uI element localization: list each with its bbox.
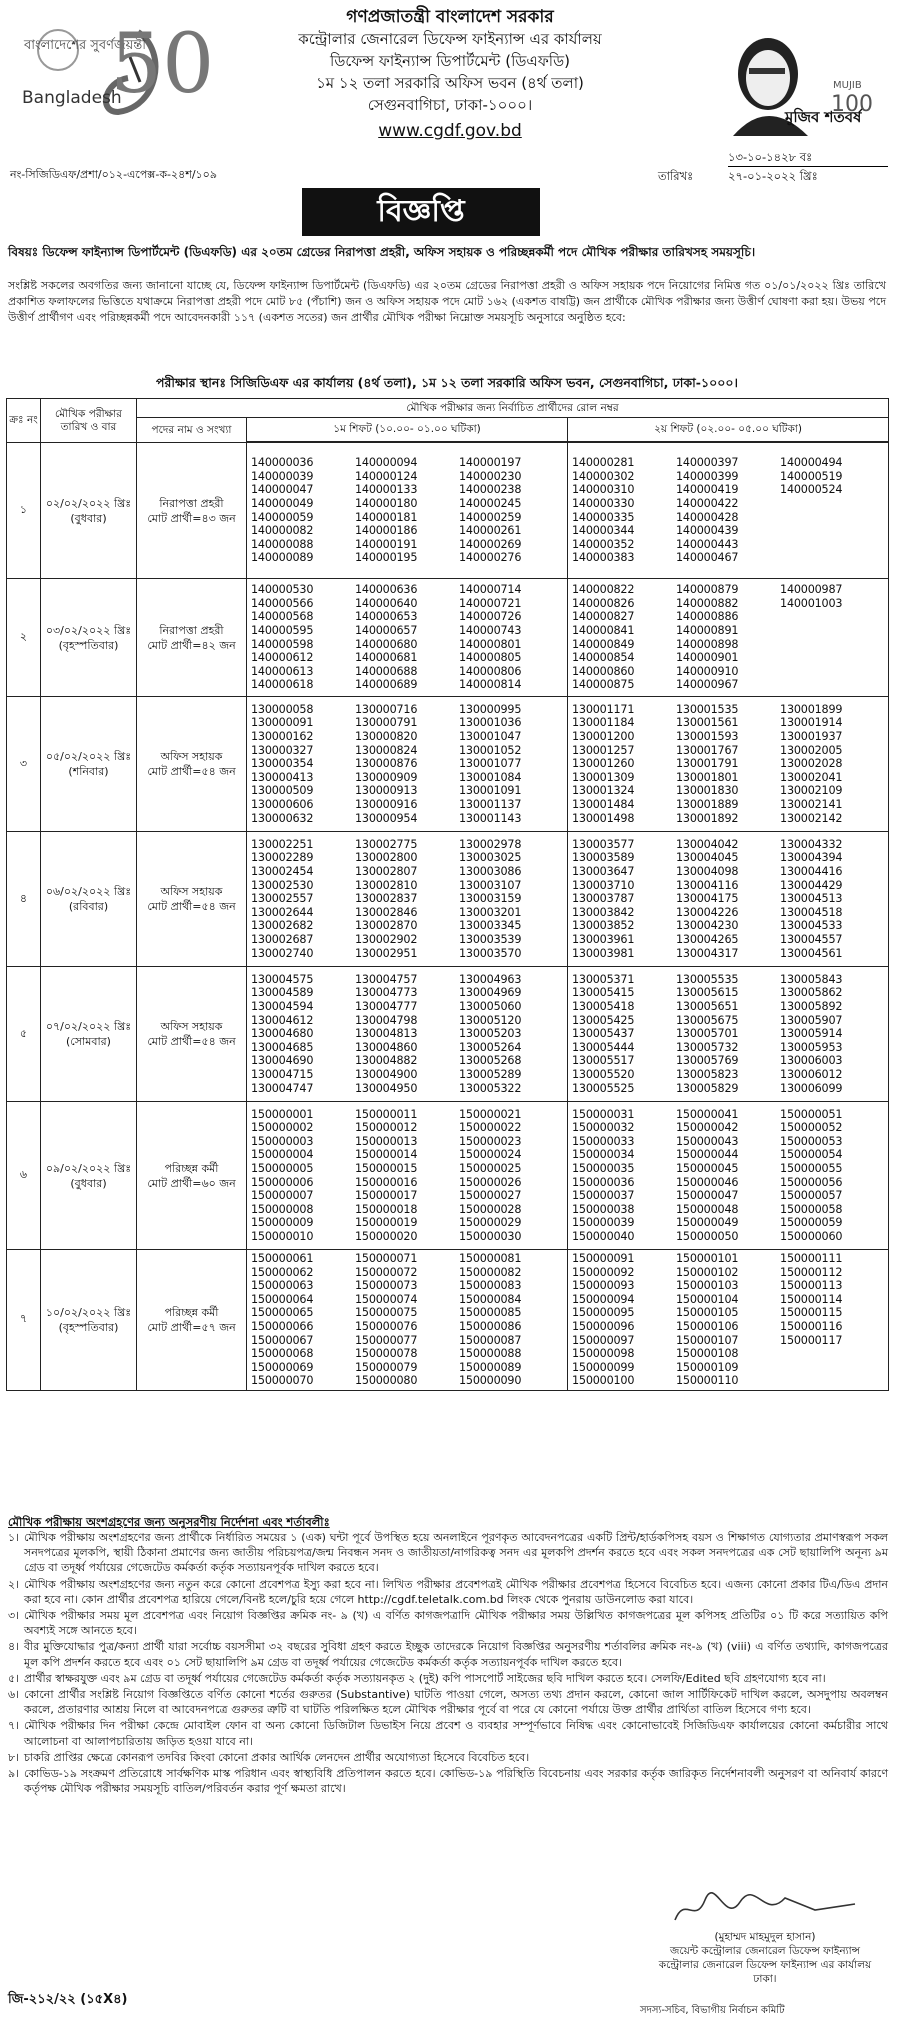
- row-date: ০৯/০২/২০২২ খ্রিঃ: [45, 1161, 132, 1175]
- print-code: জি-২১২/২২ (১৫X৪): [8, 1992, 128, 2007]
- roll-column: 130005371 130005415 130005418 130005425 130005437 130005444 130005517 130005520 130005525: [572, 972, 635, 1095]
- memo-number: নং-সিজিডিএফ/প্রশা/০১২-এপেক্স-ক-২৪শ/১০৯: [10, 168, 217, 181]
- roll-column: 140000714 140000721 140000726 140000743 140000801 140000805 140000806 140000814: [459, 583, 522, 692]
- roll-column: 130000058 130000091 130000162 130000327 130000354 130000413 130000509 130000606 130000632: [251, 702, 314, 825]
- roll-column: 130003577 130003589 130003647 130003710 130003787 130003842 130003852 130003961 130003981: [572, 837, 635, 960]
- instruction-number: ৩।: [8, 1609, 20, 1623]
- roll-column: 150000001 150000002 150000003 150000004 150000005 150000006 150000007 150000008 150000009 150000010: [251, 1107, 314, 1243]
- serial-cell: [7, 967, 41, 1102]
- mujib-label: মুজিব শতবর্ষ: [785, 108, 862, 126]
- row-count: মোট প্রার্থী=৫৪ জন: [147, 765, 236, 778]
- row-post: অফিস সহায়ক: [160, 1020, 223, 1033]
- row-count: মোট প্রার্থী=৫৭ জন: [147, 1320, 236, 1334]
- instruction-number: ৬।: [8, 1688, 20, 1702]
- serial-cell: [7, 697, 41, 832]
- row-post: অফিস সহায়ক: [160, 750, 223, 763]
- instruction-item: [8, 1750, 888, 1765]
- row-day: (রবিবার): [68, 900, 109, 913]
- signatory-designation: জয়েন্ট কন্ট্রোলার জেনারেল ডিফেন্স ফাইন্যান্স: [670, 1945, 860, 1957]
- roll-column: 130002978 130003025 130003086 130003107 130003159 130003201 130003345 130003539 130003570: [459, 837, 522, 960]
- instruction-item: [8, 1577, 888, 1607]
- department-name: ডিফেন্স ফাইন্যান্স ডিপার্টমেন্ট (ডিএফডি): [330, 52, 570, 70]
- instruction-item: [8, 1608, 888, 1638]
- instructions-list: [8, 1530, 888, 1797]
- date-cell: [41, 579, 137, 697]
- committee-role: সদস্য-সচিব, বিভাগীয় নির্বাচন কমিটি: [640, 2005, 785, 2016]
- instruction-item: [8, 1639, 888, 1669]
- roll-column: 140000197 140000230 140000238 140000245 140000259 140000261 140000269 140000276: [459, 456, 522, 565]
- notice-intro: সংশ্লিষ্ট সকলের অবগতির জন্য জানানো যাচ্ছে যে, ডিফেন্স ফাইন্যান্স ডিপার্টমেন্ট (ডিএফডি) এর ২০তম গ্রেডের নিরাপত্তা প্রহরী ও অফিস সহায়ক পদে নিয়োগের নিমিত্ত গত ০১/০১/২০২২ খ্রিঃ তারিখে প্রকাশিত ফলাফলের ভিত্তিতে যথাক্রমে নিরাপত্তা প্রহরী পদে মোট ৮৫ (পঁচাশি) জন ও অফিস সহায়ক পদে মোট ১৬২ (একশত বাষট্টি) জন প্রার্থীকে মৌখিক পরীক্ষার জন্য উত্তীর্ণ ঘোষণা করা হয়। উভয় পদে উত্তীর্ণ প্রার্থীগণ এবং পরিচ্ছন্নকর্মী পদে আবেদনকারী ১১৭ (একশত সতের) জন প্রার্থীর মৌখিক পরীক্ষা নিম্নোক্ত সময়সূচি অনুসারে অনুষ্ঠিত হবে:: [8, 279, 886, 324]
- office-address-block: [200, 6, 700, 142]
- row-post: পরিচ্ছন্ন কর্মী: [164, 1305, 219, 1319]
- schedule-row: [7, 832, 889, 967]
- row-serial: ৫: [19, 1026, 28, 1040]
- row-count: মোট প্রার্থী=৪২ জন: [147, 638, 236, 652]
- post-cell: [137, 443, 247, 579]
- date-gregorian: ২৭-০১-২০২২ খ্রিঃ: [728, 166, 888, 185]
- shift2-rolls: [568, 443, 889, 579]
- shift2-rolls: [568, 697, 889, 832]
- instruction-item: [8, 1766, 888, 1796]
- roll-column: 150000031 150000032 150000033 150000034 150000035 150000036 150000037 150000038 150000039 150000040: [572, 1107, 635, 1243]
- date-cell: [41, 1102, 137, 1250]
- roll-column: 150000101 150000102 150000103 150000104 150000105 150000106 150000107 150000108 150000109 150000110: [676, 1252, 739, 1388]
- date-bengali: ১৩-১০-১৪২৮ বঃ: [728, 150, 813, 164]
- roll-column: 130004757 130004773 130004777 130004798 130004813 130004860 130004882 130004900 130004950: [355, 972, 418, 1095]
- shift2-rolls: [568, 579, 889, 697]
- instruction-number: ৮।: [8, 1750, 20, 1764]
- row-day: (বৃহস্পতিবার): [58, 1320, 119, 1334]
- instruction-text: প্রার্থীর স্বাক্ষরযুক্ত এবং ৯ম গ্রেড বা তদূর্ধ্ব পর্যায়ের গেজেটেড কর্মকর্তা কর্তৃক সত্যায়নকৃত ২ (দুই) কপি পাসপোর্ট সাইজের ছবি দাখিল করতে হবে। সেলফি/Edited ছবি গ্রহণযোগ্য হবে না।: [24, 1671, 826, 1685]
- roll-column: 130005535 130005615 130005651 130005675 130005701 130005732 130005769 130005823 130005829: [676, 972, 739, 1095]
- serial-cell: [7, 1250, 41, 1391]
- col-serial: ক্রঃ নং: [7, 399, 41, 443]
- instruction-item: [8, 1671, 888, 1686]
- roll-column: 150000091 150000092 150000093 150000094 150000095 150000096 150000097 150000098 150000099 150000100: [572, 1252, 635, 1388]
- instruction-item: [8, 1687, 888, 1717]
- row-day: (শনিবার): [68, 765, 109, 778]
- serial-cell: [7, 443, 41, 579]
- row-post: অফিস সহায়ক: [160, 885, 223, 898]
- row-serial: ২: [19, 630, 28, 643]
- serial-cell: [7, 832, 41, 967]
- schedule-table: [6, 398, 889, 1391]
- mujib-latin: MUJIB: [833, 80, 862, 91]
- serial-cell: [7, 579, 41, 697]
- roll-column: 130001171 130001184 130001200 130001257 130001260 130001309 130001324 130001484 130001498: [572, 702, 635, 825]
- date-cell: [41, 443, 137, 579]
- shift2-rolls: [568, 967, 889, 1102]
- shift1-rolls: [247, 697, 568, 832]
- exam-venue: পরীক্ষার স্থানঃ সিজিডিএফ এর কার্যালয় (৪র্থ তলা), ১ম ১২ তলা সরকারি অফিস ভবন, সেগুনবাগিচা, ঢাকা-১০০০।: [156, 375, 738, 390]
- handwritten-signature-icon: [665, 1890, 865, 1930]
- roll-column: 130005843 130005862 130005892 130005907 130005914 130005953 130006003 130006012 130006099: [780, 972, 843, 1095]
- row-count: মোট প্রার্থী=৫৪ জন: [147, 900, 236, 913]
- signature-scribble: [640, 1890, 890, 1930]
- row-date: ০২/০২/২০২২ খ্রিঃ: [45, 496, 132, 510]
- signature-block: [640, 1890, 890, 1986]
- shift1-rolls: [247, 832, 568, 967]
- row-day: (বৃহস্পতিবার): [58, 638, 119, 652]
- roll-column: 130002251 130002289 130002454 130002530 130002557 130002644 130002682 130002687 130002740: [251, 837, 314, 960]
- post-cell: [137, 967, 247, 1102]
- row-serial: ১: [19, 503, 28, 516]
- instruction-text: মৌখিক পরীক্ষায় অংশগ্রহণের জন্য নতুন করে কোনো প্রবেশপত্র ইস্যু করা হবে না। লিখিত পরীক্ষার প্রবেশপত্রই মৌখিক পরীক্ষার প্রবেশপত্র হিসেবে বিবেচিত হবে। এজন্য কোনো প্রকার টিএ/ডিএ প্রদান করা হবে না। কোন প্রার্থীর প্রবেশপত্র হারিয়ে গেলে/বিনষ্ট হলে/চুরি হয়ে গেলে http://cgdf.teletalk.com.bd লিংক থেকে পুনরায় ডাউনলোড করা যাবে।: [24, 1577, 888, 1606]
- row-serial: ৩: [19, 756, 28, 770]
- date-cell: [41, 697, 137, 832]
- schedule-body: [7, 443, 889, 1391]
- row-date: ০৫/০২/২০২২ খ্রিঃ: [45, 750, 132, 763]
- row-count: মোট প্রার্থী=৬০ জন: [147, 1176, 236, 1190]
- row-serial: ৬: [19, 1168, 28, 1181]
- serial-cell: [7, 1102, 41, 1250]
- roll-column: 150000111 150000112 150000113 150000114 150000115 150000116 150000117: [780, 1252, 843, 1347]
- roll-column: 130004575 130004589 130004594 130004612 130004680 130004685 130004690 130004715 130004747: [251, 972, 314, 1095]
- roll-column: 140000530 140000566 140000568 140000595 140000598 140000612 140000613 140000618: [251, 583, 314, 692]
- roll-column: 130001535 130001561 130001593 130001767 130001791 130001801 130001830 130001889 130001892: [676, 702, 739, 825]
- schedule-row: [7, 697, 889, 832]
- date-label: তারিখঃ: [658, 169, 694, 183]
- roll-column: 150000071 150000072 150000073 150000074 150000075 150000076 150000077 150000078 150000079 150000080: [355, 1252, 418, 1388]
- post-cell: [137, 1102, 247, 1250]
- instruction-text: মৌখিক পরীক্ষার দিন পরীক্ষা কেন্দ্রে মোবাইল ফোন বা অন্য কোনো ডিজিটাল ডিভাইস নিয়ে প্রবেশ ও ব্যবহার সম্পূর্ণভাবে নিষিদ্ধ এবং কোনোভাবেই সিজিডিএফ কার্যালয়ের কোনো কর্মচারীর সাথে আলোচনা বা আলাপচারিতায় জড়িত হওয়া যাবে না।: [24, 1719, 888, 1748]
- shift2-rolls: [568, 1250, 889, 1391]
- roll-column: 130004332 130004394 130004416 130004429 130004513 130004518 130004533 130004557 130004561: [780, 837, 843, 960]
- shift2-rolls: [568, 1102, 889, 1250]
- col-date: মৌখিক পরীক্ষার তারিখ ও বার: [41, 399, 137, 443]
- row-day: (সোমবার): [66, 1035, 111, 1048]
- instruction-text: বীর মুক্তিযোদ্ধার পুত্র/কন্যা প্রার্থী যারা সর্বোচ্চ বয়সসীমা ৩২ বছরের সুবিধা গ্রহণ করতে ইচ্ছুক তাদেরকে নিয়োগ বিজ্ঞপ্তির অনুসরণীয় শর্তাবলির ক্রমিক নং-৯ (খ) (viii) এ বর্ণিত তথ্যাদি, কাগজপত্রের মূল কপি প্রদর্শন করতে হবে এবং ০১ সেট ছায়ালিপি ৯ম গ্রেড বা তদূর্ধ্ব পর্যায়ের গেজেটেড কর্মকর্তা কর্তৃক সত্যায়নপূর্বক দাখিল করতে হবে।: [24, 1640, 888, 1669]
- roll-column: 140000822 140000826 140000827 140000841 140000849 140000854 140000860 140000875: [572, 583, 635, 692]
- schedule-row: [7, 443, 889, 579]
- shift2-rolls: [568, 832, 889, 967]
- issue-date: [658, 148, 888, 185]
- col-shift2: ২য় শিফট (০২.০০- ০৫.০০ ঘটিকা): [568, 418, 889, 442]
- col-post: পদের নাম ও সংখ্যা: [137, 418, 247, 443]
- instruction-text: মৌখিক পরীক্ষায় অংশগ্রহণের জন্য প্রার্থীকে নির্ধারিত সময়ের ১ (এক) ঘন্টা পূর্বে উপস্থিত হয়ে অনলাইনে পূরণকৃত আবেদনপত্রের একটি প্রিন্ট/হার্ডকপিসহ বয়স ও শিক্ষাগত যোগ্যতার প্রমাণস্বরূপ সকল সনদপত্রের মূলকপি, স্থায়ী ঠিকানা প্রমাণের জন্য জাতীয় পরিচয়পত্র/জন্ম নিবন্ধন সনদ ও জাতীয়তা/নাগরিকত্ব সনদ এর মূলকপি প্রদর্শন করতে হবে এবং সকল সনদপত্রের এক সেট ছায়ালিপি অনূন্য ৯ম গ্রেড বা তদূর্ধ্ব পর্যায়ের গেজেটেড কর্মকর্তা কর্তৃক সত্যায়নপূর্বক দাখিল করতে হবে।: [24, 1531, 888, 1575]
- schedule-row: [7, 579, 889, 697]
- schedule-row: [7, 967, 889, 1102]
- roll-column: 140000397 140000399 140000419 140000422 140000428 140000439 140000443 140000467: [676, 456, 739, 565]
- instruction-number: ২।: [8, 1577, 20, 1591]
- row-serial: ৭: [19, 1312, 28, 1326]
- website-link[interactable]: www.cgdf.gov.bd: [378, 121, 522, 141]
- date-cell: [41, 1250, 137, 1391]
- shift1-rolls: [247, 1102, 568, 1250]
- roll-column: 140000281 140000302 140000310 140000330 140000335 140000344 140000352 140000383: [572, 456, 635, 565]
- roll-column: 140000494 140000519 140000524: [780, 456, 843, 497]
- row-date: ০৬/০২/২০২২ খ্রিঃ: [45, 885, 132, 898]
- office-name: কন্ট্রোলার জেনারেল ডিফেন্স ফাইন্যান্স এর কার্যালয়: [298, 30, 602, 48]
- instruction-number: ১।: [8, 1531, 20, 1544]
- jubilee-caption: বাংলাদেশের সুবর্ণজয়ন্তী: [24, 38, 146, 53]
- row-date: ১০/০২/২০২২ খ্রিঃ: [45, 1305, 132, 1319]
- row-day: (বুধবার): [70, 1176, 107, 1190]
- shift1-rolls: [247, 967, 568, 1102]
- roll-column: 140000879 140000882 140000886 140000891 140000898 140000901 140000910 140000967: [676, 583, 739, 692]
- mujib-centenary-logo: [713, 26, 878, 136]
- signatory-name: (মুহাম্মদ মাহমুদুল হাসান): [714, 1931, 816, 1943]
- row-count: মোট প্রার্থী=৪৩ জন: [147, 511, 236, 525]
- instruction-text: মৌখিক পরীক্ষার সময় মূল প্রবেশপত্র এবং নিয়োগ বিজ্ঞপ্তির ক্রমিক নং- ৯ (খ) এ বর্ণিত কাগজপত্রাদি মৌখিক পরীক্ষার সময় উল্লিখিত কাগজপত্রের মূল কপিসহ প্রতিটির ০১ টি করে সত্যায়িত কপি অবশ্যই সঙ্গে আনতে হবে।: [24, 1609, 888, 1638]
- instruction-text: কোভিড-১৯ সংক্রমণ প্রতিরোধে সার্বক্ষণিক মাস্ক পরিধান এবং স্বাস্থ্যবিধি প্রতিপালন করতে হবে। কোভিড-১৯ পরিস্থিতি বিবেচনায় এবং সরকার কর্তৃক জারিকৃত নির্দেশনাবলী অনুসরণ বা অনিবার্য কারণে কর্তৃপক্ষ মৌখিক পরীক্ষার সময়সূচি বাতিল/পরিবর্তন করার পূর্ণ ক্ষমতা রাখে।: [24, 1767, 888, 1796]
- col-rolls: মৌখিক পরীক্ষার জন্য নির্বাচিত প্রার্থীদের রোল নম্বর: [137, 399, 889, 418]
- row-day: (বুধবার): [70, 511, 107, 525]
- post-cell: [137, 697, 247, 832]
- roll-column: 130001899 130001914 130001937 130002005 130002028 130002041 130002109 130002141 130002142: [780, 702, 843, 825]
- instruction-item: [8, 1718, 888, 1748]
- roll-column: 150000051 150000052 150000053 150000054 150000055 150000056 150000057 150000058 150000059 150000060: [780, 1107, 843, 1243]
- roll-column: 130002775 130002800 130002807 130002810 130002837 130002846 130002870 130002902 130002951: [355, 837, 418, 960]
- gov-name: গণপ্রজাতন্ত্রী বাংলাদেশ সরকার: [346, 7, 554, 27]
- date-cell: [41, 832, 137, 967]
- jubilee-number: 50: [110, 17, 215, 112]
- shift1-rolls: [247, 1250, 568, 1391]
- row-date: ০৩/০২/২০২২ খ্রিঃ: [45, 623, 132, 637]
- col-shift1: ১ম শিফট (১০.০০- ০১.০০ ঘটিকা): [247, 418, 568, 442]
- instruction-text: চাকরি প্রাপ্তির ক্ষেত্রে কোনরূপ তদবির কিংবা কোনো প্রকার আর্থিক লেনদেন প্রার্থীর অযোগ্যতা হিসেবে বিবেচিত হবে।: [24, 1750, 530, 1764]
- row-post: পরিচ্ছন্ন কর্মী: [164, 1161, 219, 1175]
- row-post: নিরাপত্তা প্রহরী: [159, 496, 224, 510]
- signatory-office: কন্ট্রোলার জেনারেল ডিফেন্স ফাইন্যান্স এর কার্যালয়: [658, 1959, 872, 1971]
- instruction-number: ৪।: [8, 1640, 20, 1654]
- instruction-number: ৭।: [8, 1719, 20, 1733]
- golden-jubilee-logo: [18, 12, 215, 122]
- instruction-text: কোনো প্রার্থীর সংশ্লিষ্ট নিয়োগ বিজ্ঞপ্তিতে বর্ণিত কোনো শর্তের গুরুতর (Substantive) ঘাটতি পাওয়া গেলে, অসত্য তথ্য প্রদান করলে, কোনো জাল সার্টিফিকেট দাখিল করলে, অসদুপায় অবলম্বন করলে, প্রতারণার আশ্রয় নিলে বা আবেদনপত্রে গুরুতর ত্রুটি বা ঘাটতি পরিলক্ষিত হলে মৌখিক পরীক্ষার পূর্বে বা পরে যে কোনো পর্যায়ে উক্ত প্রার্থীর প্রার্থিতা বাতিল হিসেবে গণ্য হবে।: [24, 1688, 888, 1717]
- post-cell: [137, 832, 247, 967]
- building-name: ১ম ১২ তলা সরকারি অফিস ভবন (৪র্থ তলা): [316, 74, 584, 92]
- roll-column: 150000011 150000012 150000013 150000014 150000015 150000016 150000017 150000018 150000019 150000020: [355, 1107, 418, 1243]
- row-date: ০৭/০২/২০২২ খ্রিঃ: [45, 1020, 132, 1033]
- jubilee-country: Bangladesh: [22, 88, 122, 108]
- roll-column: 150000081 150000082 150000083 150000084 150000085 150000086 150000087 150000088 150000089 150000090: [459, 1252, 522, 1388]
- shift1-rolls: [247, 579, 568, 697]
- city-address: সেগুনবাগিচা, ঢাকা-১০০০।: [367, 96, 533, 114]
- roll-column: 140000987 140001003: [780, 583, 843, 610]
- roll-column: 150000021 150000022 150000023 150000024 150000025 150000026 150000027 150000028 150000029 150000030: [459, 1107, 522, 1243]
- instruction-item: [8, 1530, 888, 1576]
- row-post: নিরাপত্তা প্রহরী: [159, 623, 224, 637]
- post-cell: [137, 579, 247, 697]
- roll-column: 150000061 150000062 150000063 150000064 150000065 150000066 150000067 150000068 150000069 150000070: [251, 1252, 314, 1388]
- row-serial: ৪: [19, 891, 28, 905]
- roll-column: 150000041 150000042 150000043 150000044 150000045 150000046 150000047 150000048 150000049 150000050: [676, 1107, 739, 1243]
- signatory-city: ঢাকা।: [753, 1973, 777, 1985]
- shift1-rolls: [247, 443, 568, 579]
- instruction-number: ৫।: [8, 1671, 20, 1685]
- roll-column: 140000636 140000640 140000653 140000657 140000680 140000681 140000688 140000689: [355, 583, 418, 692]
- roll-column: 130004963 130004969 130005060 130005120 130005203 130005264 130005268 130005289 130005322: [459, 972, 522, 1095]
- schedule-row: [7, 1102, 889, 1250]
- roll-column: 140000036 140000039 140000047 140000049 140000059 140000082 140000088 140000089: [251, 456, 314, 565]
- roll-column: 130000716 130000791 130000820 130000824 130000876 130000909 130000913 130000916 130000954: [355, 702, 418, 825]
- notice-subject: বিষয়ঃ ডিফেন্স ফাইন্যান্স ডিপার্টমেন্ট (ডিএফডি) এর ২০তম গ্রেডের নিরাপত্তা প্রহরী, অফিস সহায়ক ও পরিচ্ছন্নকর্মী পদে মৌখিক পরীক্ষার তারিখসহ সময়সূচি।: [8, 245, 756, 259]
- instructions-heading: মৌখিক পরীক্ষায় অংশগ্রহণের জন্য অনুসরণীয় নির্দেশনা এবং শর্তাবলীঃ: [8, 1515, 330, 1529]
- mujib-number: 100: [831, 92, 873, 117]
- roll-column: 130000995 130001036 130001047 130001052 130001077 130001084 130001091 130001137 130001143: [459, 702, 522, 825]
- instruction-number: ৯।: [8, 1767, 20, 1781]
- post-cell: [137, 1250, 247, 1391]
- row-count: মোট প্রার্থী=৫৪ জন: [147, 1035, 236, 1048]
- notice-title: বিজ্ঞপ্তি: [302, 188, 540, 236]
- schedule-row: [7, 1250, 889, 1391]
- roll-column: 140000094 140000124 140000133 140000180 140000181 140000186 140000191 140000195: [355, 456, 418, 565]
- roll-column: 130004042 130004045 130004098 130004116 130004175 130004226 130004230 130004265 130004317: [676, 837, 739, 960]
- date-cell: [41, 967, 137, 1102]
